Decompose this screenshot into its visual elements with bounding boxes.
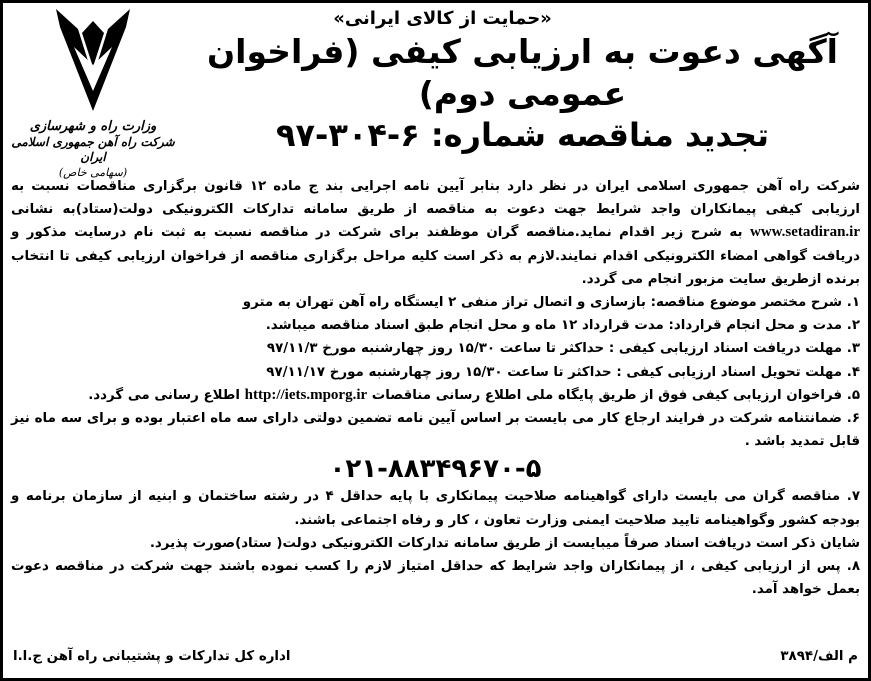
issuing-department: اداره کل تدارکات و پشتیبانی راه آهن ج.ا.ا [13,649,291,664]
phone-number: ۰۲۱-۸۸۳۴۹۶۷۰-۵ [329,454,542,485]
item-5: ۵. فراخوان ارزیابی کیفی فوق از طریق پایگاه ملی اطلاع رسانی مناقصات http://iets.mporg.ir اطلاع رسانی می گردد. [88,386,860,403]
item-3: ۳. مهلت دریافت اسناد ارزیابی کیفی : حداکثر تا ساعت ۱۵/۳۰ روز چهارشنبه مورخ ۹۷/۱۱/۳ [266,341,860,357]
setad-link[interactable]: www.setadiran.ir [750,224,860,241]
iets-link[interactable]: http://iets.mporg.ir [244,386,368,403]
slogan: «حمایت از کالای ایرانی» [333,8,552,29]
tender-number: تجدید مناقصه شماره: ۶-۳۰۴-۹۷ [275,116,770,154]
item-4: ۴. مهلت تحویل اسناد ارزیابی کیفی : حداکثر تا ساعت ۱۵/۳۰ روز چهارشنبه مورخ ۹۷/۱۱/۱۷ [266,364,860,380]
ministry-name: وزارت راه و شهرسازی [29,119,157,134]
item-1: ۱. شرح مختصر موضوع مناقصه: بازسازی و اتصال تراز منفی ۲ ایستگاه راه آهن تهران به مترو [242,295,860,311]
item-2: ۲. مدت و محل انجام قرارداد: مدت قرارداد ۱۲ ماه و محل انجام طبق اسناد مناقصه میباشد. [265,318,860,334]
item-8: ۸. پس از ارزیابی کیفی ، از پیمانکاران واجد شرایط که حداقل امتیاز لازم را کسب نموده باشند جهت شرکت در مناقصه دعوت بعمل خواهد آمد. [11,559,860,598]
note: شایان ذکر است دریافت اسناد صرفاً میبایست از طریق سامانه تدارکات الکترونیکی دولت( ستاد)صورت پذیرد. [149,535,860,551]
notice-body [11,175,860,601]
company-name: شرکت راه آهن جمهوری اسلامی ایران [11,135,175,164]
item-6: ۶. ضمانتنامه شرکت در فرایند ارجاع کار می بایست بر اساس آیین نامه تضمین دولتی دارای سه ماه اعتبار بوده و برای سه ماه نیز قابل تمدید باشد . [11,411,860,450]
logo-block [9,7,177,203]
intro-paragraph: شرکت راه آهن جمهوری اسلامی ایران در نظر دارد بنابر آیین نامه اجرایی بند ج ماده ۱۲ قانون برگزاری مناقصات نسبت به ارزیابی کیفی پیمانکاران واجد شرایط جهت دعوت به مناقصه از طریق سامانه تدارکات الکترونیکی دولت(ستاد)به نشانی www.setadiran.ir به شرح زیر اقدام نماید.مناقصه گران موظفند برای شرکت در مناقصه نسبت به ثبت نام درسایت مذکور و دریافت گواهی امضاء الکترونیکی اقدام نمایند.لازم به ذکر است کلیه مراحل برگزاری مناقصه از فراخوان ارزیابی کیفی تا انتخاب برنده ازطریق سایت مزبور انجام می گردد. [11,179,860,287]
reference-code: م الف/۳۸۹۴ [780,649,858,664]
company-type: (سهامی خاص) [58,166,128,179]
railway-wings-icon [54,7,132,117]
footer [13,646,858,668]
item-7: ۷. مناقصه گران می بایست دارای گواهینامه صلاحیت پیمانکاری با پایه حداقل ۴ در رشته ساختمان و ابنیه از سازمان برنامه و بودجه کشور وگواهینامه تایید صلاحیت ایمنی وزارت تعاون ، کار و رفاه اجتماعی باشند. [11,489,861,528]
header [183,7,862,155]
notice-title: آگهی دعوت به ارزیابی کیفی (فراخوان عمومی دوم) [207,32,838,113]
